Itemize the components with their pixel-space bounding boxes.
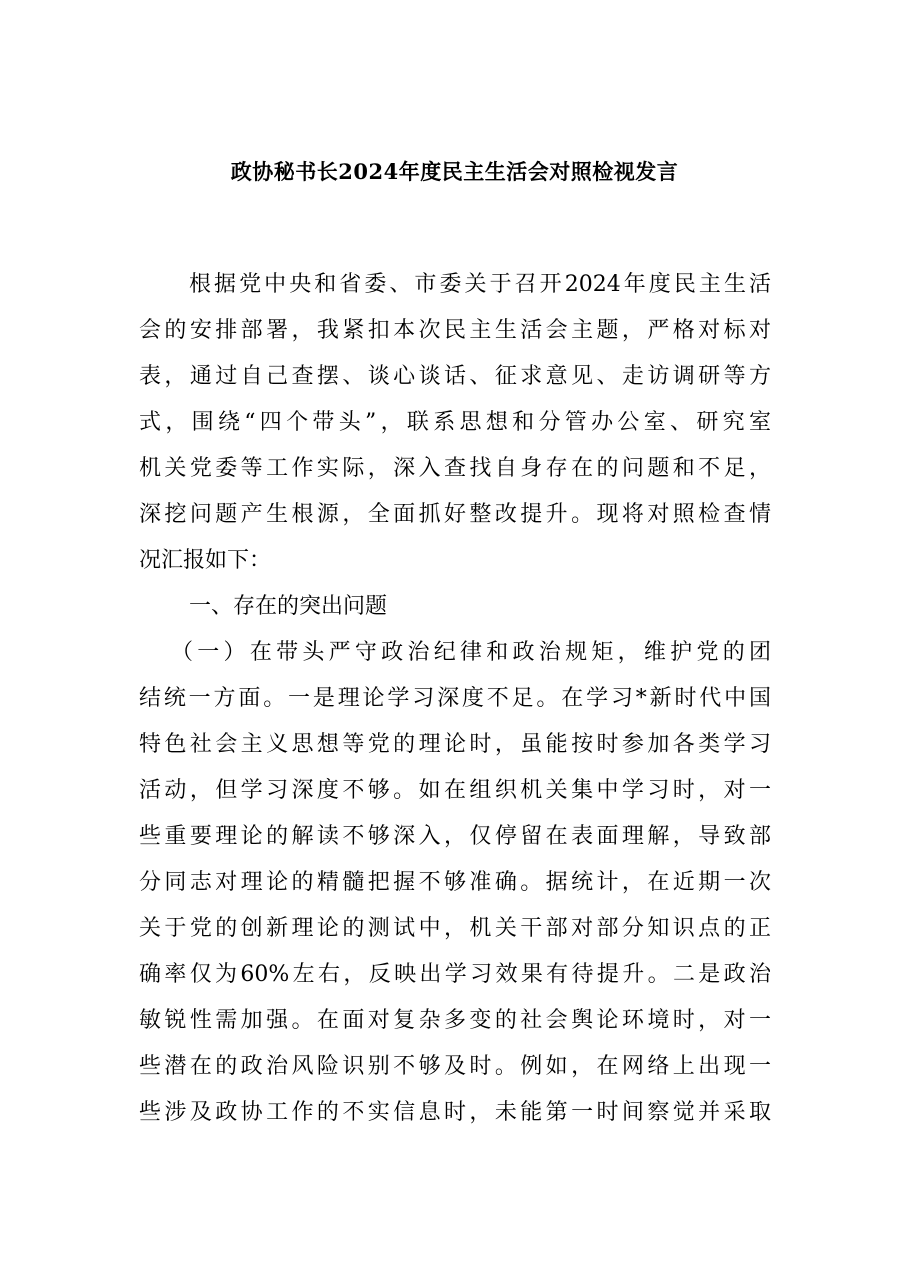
paragraph-line: 结统一方面。一是理论学习深度不足。在学习*新时代中国 bbox=[139, 686, 771, 711]
paragraph-line: 些重要理论的解读不够深入，仅停留在表面理解，导致部 bbox=[139, 824, 771, 849]
paragraph-line: （一）在带头严守政治纪律和政治规矩，维护党的团 bbox=[171, 640, 771, 665]
paragraph-line: 活动，但学习深度不够。如在组织机关集中学习时，对一 bbox=[139, 778, 771, 803]
paragraph-line: 些潜在的政治风险识别不够及时。例如，在网络上出现一 bbox=[139, 1054, 771, 1079]
document-title: 政协秘书长2024年度民主生活会对照检视发言 bbox=[230, 159, 679, 184]
paragraph-line: 根据党中央和省委、市委关于召开2024年度民主生活 bbox=[189, 272, 771, 297]
paragraph-line: 式，围绕“四个带头”，联系思想和分管办公室、研究室 bbox=[139, 410, 771, 435]
paragraph-line: 敏锐性需加强。在面对复杂多变的社会舆论环境时，对一 bbox=[139, 1008, 771, 1033]
paragraph-line: 深挖问题产生根源，全面抓好整改提升。现将对照检查情 bbox=[139, 502, 771, 527]
paragraph-line: 分同志对理论的精髓把握不够准确。据统计，在近期一次 bbox=[139, 870, 771, 895]
document-body bbox=[139, 262, 771, 1136]
section-heading: 一、存在的突出问题 bbox=[189, 594, 388, 619]
paragraph-line: 机关党委等工作实际，深入查找自身存在的问题和不足， bbox=[139, 456, 771, 481]
paragraph-line: 些涉及政协工作的不实信息时，未能第一时间察觉并采取 bbox=[139, 1100, 771, 1125]
paragraph-line: 关于党的创新理论的测试中，机关干部对部分知识点的正 bbox=[139, 916, 771, 941]
paragraph-line: 确率仅为60%左右，反映出学习效果有待提升。二是政治 bbox=[139, 962, 771, 987]
paragraph-line: 特色社会主义思想等党的理论时，虽能按时参加各类学习 bbox=[139, 732, 771, 757]
paragraph-line: 会的安排部署，我紧扣本次民主生活会主题，严格对标对 bbox=[139, 318, 771, 343]
paragraph-line: 表，通过自己查摆、谈心谈话、征求意见、走访调研等方 bbox=[139, 364, 771, 389]
paragraph-line: 况汇报如下： bbox=[139, 548, 272, 573]
